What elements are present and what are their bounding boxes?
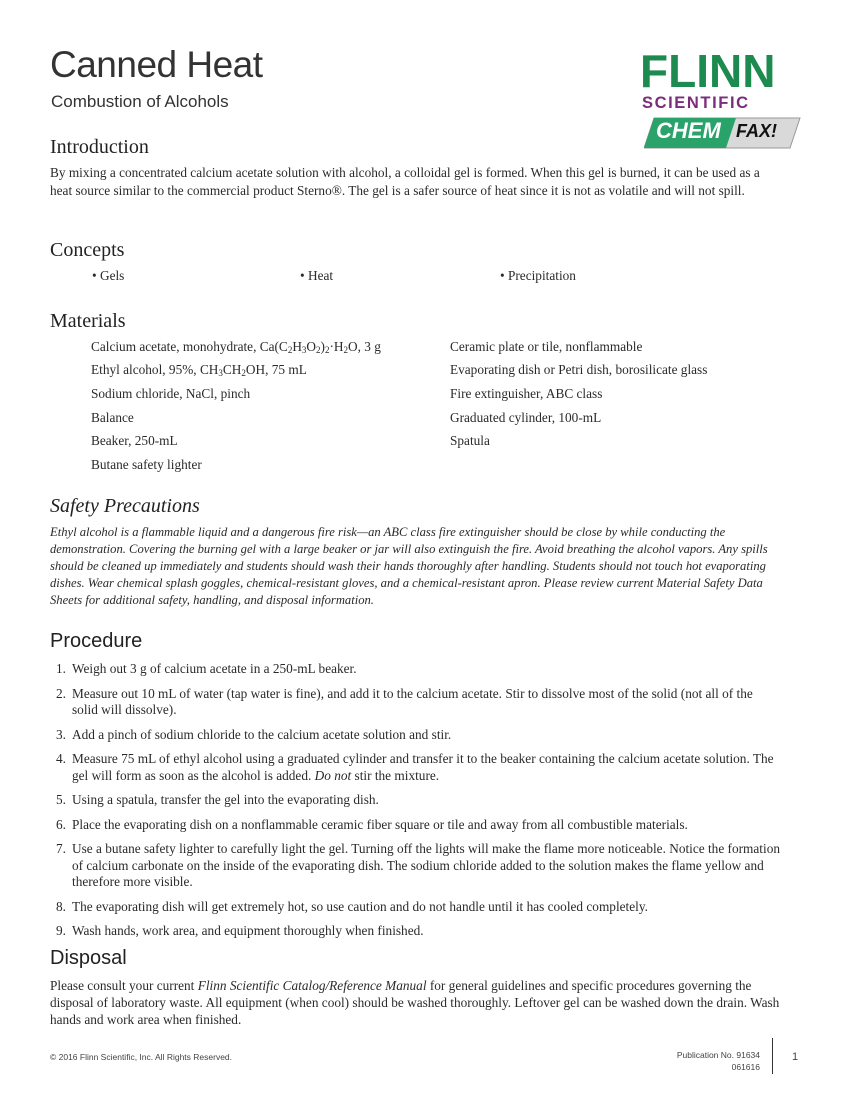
- material-item: Butane safety lighter: [91, 457, 202, 472]
- procedure-step: 2. Measure out 10 mL of water (tap water is fine), and add it to the calcium acetate. Stir to dissolve most of the solid (not all of the solid will dissolve).: [56, 685, 753, 717]
- procedure-step: 5. Using a spatula, transfer the gel into the evaporating dish.: [56, 792, 379, 807]
- concept-item: • Gels: [92, 268, 125, 283]
- material-item: Graduated cylinder, 100-mL: [450, 410, 602, 425]
- disposal-heading: Disposal: [50, 947, 127, 969]
- concepts-heading: Concepts: [50, 239, 125, 261]
- footer-code: 061616: [731, 1062, 760, 1072]
- procedure-list: [50, 661, 780, 948]
- introduction-text: By mixing a concentrated calcium acetate solution with alcohol, a colloidal gel is formed. When this gel is burned, it can be used as a heat source similar to the commercial product Sterno®. The gel is a safer source of heat since it is not as volatile and will not spill.: [50, 165, 760, 198]
- materials-heading: Materials: [50, 310, 126, 332]
- procedure-step: 1. Weigh out 3 g of calcium acetate in a 250-mL beaker.: [56, 661, 357, 676]
- material-item: Evaporating dish or Petri dish, borosilicate glass: [450, 362, 708, 377]
- material-item: Spatula: [450, 433, 490, 448]
- material-item: Balance: [91, 410, 134, 425]
- concept-label: Heat: [307, 268, 334, 283]
- material-item: Calcium acetate, monohydrate, $Ca(C_2H_3O_2)_2\cdot H_2O$, 3 g: [91, 339, 381, 355]
- procedure-heading: Procedure: [50, 630, 143, 652]
- page-number: 1: [792, 1051, 799, 1063]
- concept-item: • Precipitation: [500, 268, 576, 283]
- logo-brand-2: SCIENTIFIC: [642, 94, 750, 112]
- page-subtitle: Combustion of Alcohols: [51, 92, 229, 111]
- procedure-step: 8. The evaporating dish will get extremely hot, so use caution and do not handle until it has cooled completely.: [56, 898, 648, 914]
- disposal-text: Please consult your current Flinn Scientific Catalog/Reference Manual for general guidelines and specific procedures governing the disposal of laboratory waste. All equipment (when cool) should be washed thoroughly. Leftover gel can be washed down the drain. Wash hands and work area when finished.: [50, 978, 780, 1027]
- logo-badge-right: FAX!: [736, 121, 778, 141]
- material-item: Sodium chloride, NaCl, pinch: [91, 386, 251, 401]
- safety-text: Ethyl alcohol is a flammable liquid and a dangerous fire risk—an ABC class fire extinguisher should be close by while conducting the demonstration. Covering the burning gel with a large beaker or jar will also extinguish the fire. Avoid breathing the alcohol vapors. Any spills should be cleaned up immediately and students should wash their hands thoroughly after handling. Students should not touch hot evaporating dishes. Wear chemical splash goggles, chemical-resistant gloves, and a chemical-resistant apron. Please review current Material Safety Data Sheets for additional safety, handling, and disposal information.: [50, 525, 768, 607]
- procedure-step: 6. Place the evaporating dish on a nonflammable ceramic fiber square or tile and away from all combustible materials.: [56, 816, 688, 832]
- safety-heading: Safety Precautions: [50, 495, 200, 517]
- procedure-step: 3. Add a pinch of sodium chloride to the calcium acetate solution and stir.: [56, 726, 452, 742]
- introduction-heading: Introduction: [50, 136, 149, 158]
- material-item: Ethyl alcohol, 95%, $CH_3CH_2OH$, 75 mL: [91, 362, 307, 378]
- procedure-step: 9. Wash hands, work area, and equipment thoroughly when finished.: [56, 923, 424, 938]
- logo-brand: FLINN: [640, 45, 776, 97]
- footer-divider: [772, 1038, 773, 1074]
- page-title: Canned Heat: [50, 44, 263, 85]
- logo-badge-left: CHEM: [656, 118, 721, 143]
- material-item: Fire extinguisher, ABC class: [450, 386, 603, 401]
- flinn-logo: [636, 45, 806, 153]
- concept-label: Precipitation: [507, 268, 576, 283]
- material-item: Beaker, 250-mL: [91, 433, 178, 448]
- material-item: Ceramic plate or tile, nonflammable: [450, 339, 643, 354]
- procedure-step: 4. Measure 75 mL of ethyl alcohol using a graduated cylinder and transfer it to the beaker containing the calcium acetate solution. The gel will form as soon as the alcohol is added. Do not stir the mixture.: [56, 751, 774, 783]
- procedure-step: 7. Use a butane safety lighter to carefully light the gel. Turning off the lights will make the flame more noticeable. Notice the formation of calcium carbonate on the inside of the evaporating dish. The sodium chloride added to the solution makes the flame yellow and therefore more visible.: [56, 841, 780, 889]
- footer-publication: Publication No. 91634: [676, 1050, 760, 1060]
- concept-item: • Heat: [300, 268, 334, 283]
- footer-copyright: © 2016 Flinn Scientific, Inc. All Rights Reserved.: [50, 1052, 233, 1062]
- concept-label: Gels: [99, 268, 125, 283]
